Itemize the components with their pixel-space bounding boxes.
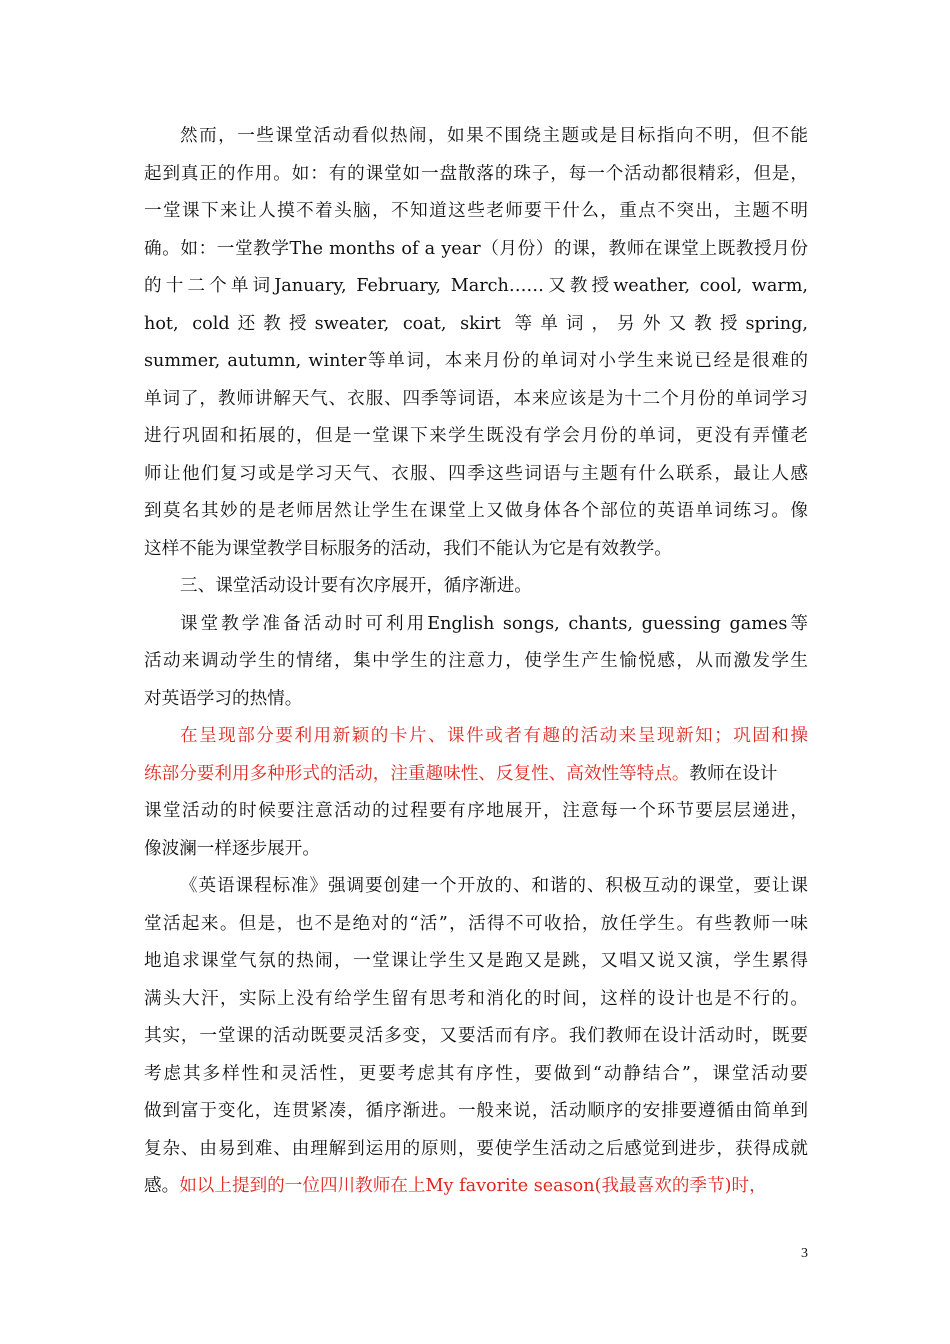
paragraph-line: 《英语课程标准》强调要创建一个开放的、和谐的、积极互动的课堂，要让课	[180, 876, 808, 896]
section-heading: 三、课堂活动设计要有次序展开，循序渐进。	[180, 576, 532, 596]
normal-text: 感。	[144, 1176, 180, 1196]
paragraph-line: 起到真正的作用。如：有的课堂如一盘散落的珠子，每一个活动都很精彩，但是，	[144, 163, 808, 184]
paragraph-line: 的十二个单词January, February, March……又教授weather, cool, warm,	[144, 276, 808, 296]
paragraph-line: 这样不能为课堂教学目标服务的活动，我们不能认为它是有效教学。	[144, 538, 672, 559]
paragraph-line: 考虑其多样性和灵活性，更要考虑其有序性，要做到“动静结合”，课堂活动要	[144, 1063, 808, 1084]
paragraph-line: 一堂课下来让人摸不着头脑，不知道这些老师要干什么，重点不突出，主题不明	[144, 201, 808, 221]
paragraph-line: 复杂、由易到难、由理解到运用的原则，要使学生活动之后感觉到进步，获得成就	[144, 1138, 808, 1159]
paragraph-line: 堂活起来。但是，也不是绝对的“活”，活得不可收拾，放任学生。有些教师一味	[144, 913, 808, 934]
paragraph-line: 课堂教学准备活动时可利用English songs, chants, guessing games等	[180, 613, 808, 634]
paragraph-line: 像波澜一样逐步展开。	[144, 838, 320, 859]
paragraph-line: hot, cold还教授sweater, coat, skirt 等单词，另外又教授spring,	[144, 313, 808, 334]
paragraph-line: 然而，一些课堂活动看似热闹，如果不围绕主题或是目标指向不明，但不能	[180, 126, 808, 146]
mixed-line	[144, 1168, 808, 1206]
paragraph-line: 做到富于变化，连贯紧凑，循序渐进。一般来说，活动顺序的安排要遵循由简单到	[144, 1101, 808, 1121]
highlighted-text: 练部分要利用多种形式的活动，注重趣味性、反复性、高效性等特点。	[144, 763, 690, 784]
paragraph-line: summer, autumn, winter等单词，本来月份的单词对小学生来说已经是很难的	[144, 351, 808, 371]
paragraph-line: 确。如：一堂教学The months of a year（月份）的课，教师在课堂上既教授月份	[144, 238, 808, 259]
mixed-line	[144, 756, 808, 794]
paragraph-line: 其实，一堂课的活动既要灵活多变，又要活而有序。我们教师在设计活动时，既要	[144, 1026, 808, 1046]
highlighted-text: 如以上提到的一位四川教师在上My favorite season(我最喜欢的季节)时，	[179, 1176, 767, 1196]
page-number: 3	[801, 1246, 808, 1261]
highlighted-line: 在呈现部分要利用新颖的卡片、课件或者有趣的活动来呈现新知；巩固和操	[180, 726, 808, 746]
paragraph-line: 活动来调动学生的情绪，集中学生的注意力，使学生产生愉悦感，从而激发学生	[144, 651, 808, 671]
paragraph-line: 进行巩固和拓展的，但是一堂课下来学生既没有学会月份的单词，更没有弄懂老	[144, 426, 808, 446]
paragraph-line: 到莫名其妙的是老师居然让学生在课堂上又做身体各个部位的英语单词练习。像	[144, 501, 808, 521]
normal-text: 教师在设计	[689, 763, 778, 784]
document-body	[144, 118, 808, 1206]
paragraph-line: 满头大汗，实际上没有给学生留有思考和消化的时间，这样的设计也是不行的。	[144, 988, 808, 1009]
paragraph-line: 课堂活动的时候要注意活动的过程要有序地展开，注意每一个环节要层层递进，	[144, 801, 808, 821]
paragraph-line: 对英语学习的热情。	[144, 688, 303, 709]
paragraph-line: 地追求课堂气氛的热闹，一堂课让学生又是跑又是跳，又唱又说又演，学生累得	[144, 951, 808, 971]
paragraph-line: 师让他们复习或是学习天气、衣服、四季这些词语与主题有什么联系，最让人感	[144, 463, 808, 484]
paragraph-line: 单词了，教师讲解天气、衣服、四季等词语，本来应该是为十二个月份的单词学习	[144, 388, 808, 409]
